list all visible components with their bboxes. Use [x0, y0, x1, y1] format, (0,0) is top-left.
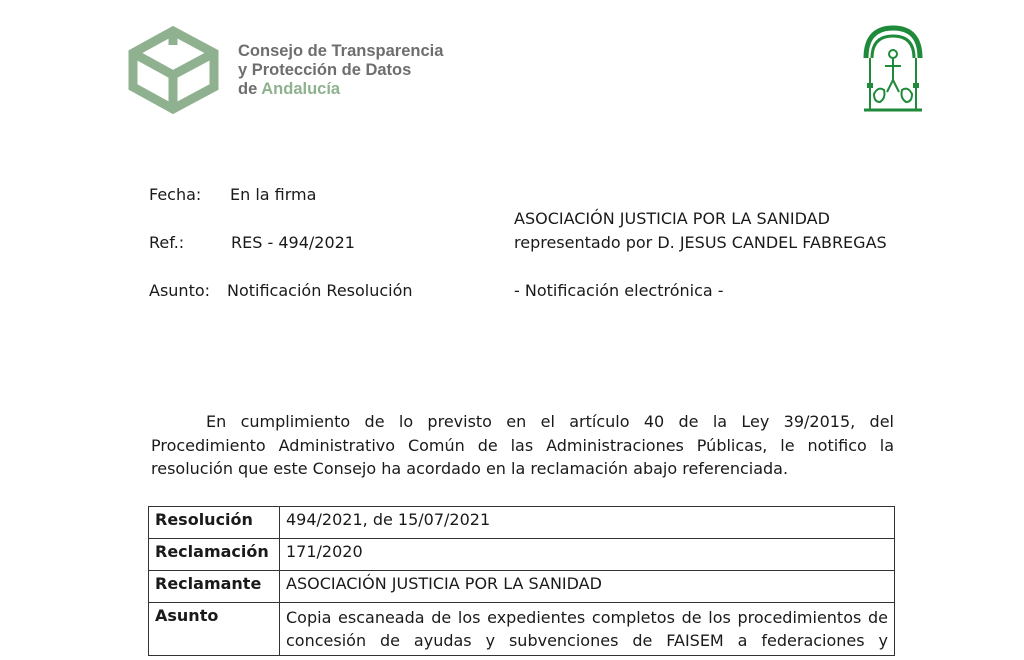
table-row: [149, 539, 895, 571]
organization-name: [238, 42, 443, 99]
resolution-table: [148, 506, 895, 656]
asunto-label: Asunto:: [149, 281, 211, 300]
fecha-value: En la firma: [230, 185, 317, 204]
org-name-line1: Consejo de Transparencia: [238, 42, 444, 60]
table-label: Reclamante: [149, 571, 280, 603]
delivery-method: - Notificación electrónica -: [514, 281, 724, 300]
asunto-value: Notificación Resolución: [227, 281, 413, 300]
table-value: 171/2020: [280, 539, 895, 571]
ctpda-logo-icon: [127, 25, 220, 115]
table-row: [149, 571, 895, 603]
table-row: [149, 507, 895, 539]
table-value: ASOCIACIÓN JUSTICIA POR LA SANIDAD: [280, 571, 895, 603]
fecha-label: Fecha:: [149, 185, 202, 204]
ref-label: Ref.:: [149, 233, 185, 252]
org-name-line3: [238, 80, 443, 99]
junta-andalucia-seal-icon: [860, 24, 926, 116]
body-paragraph: [151, 410, 894, 481]
table-value: 494/2021, de 15/07/2021: [280, 507, 895, 539]
table-row: [149, 603, 895, 656]
org-name-line2: y Protección de Datos: [238, 61, 412, 79]
table-value: [280, 603, 895, 656]
recipient-representative: representado por D. JESUS CANDEL FABREGAS: [514, 233, 887, 252]
table-label: Reclamación: [149, 539, 280, 571]
recipient-name: ASOCIACIÓN JUSTICIA POR LA SANIDAD: [514, 209, 830, 228]
org-name-line3-prefix: de: [238, 80, 258, 98]
org-name-line3-accent: Andalucía: [261, 80, 341, 98]
table-label: Asunto: [149, 603, 280, 656]
table-value-line: Copia escaneada de los expedientes completos de los procedimientos de: [286, 608, 888, 627]
body-line: resolución que este Consejo ha acordado en la reclamación abajo referenciada.: [151, 459, 789, 478]
body-line: En cumplimiento de lo previsto en el artículo 40 de la Ley 39/2015, del: [206, 412, 894, 431]
table-label: Resolución: [149, 507, 280, 539]
table-value-line: concesión de ayudas y subvenciones de FAISEM a federaciones y: [286, 631, 888, 650]
body-line: Procedimiento Administrativo Común de las Administraciones Públicas, le notifico la: [151, 435, 894, 455]
ref-value: RES - 494/2021: [231, 233, 355, 252]
